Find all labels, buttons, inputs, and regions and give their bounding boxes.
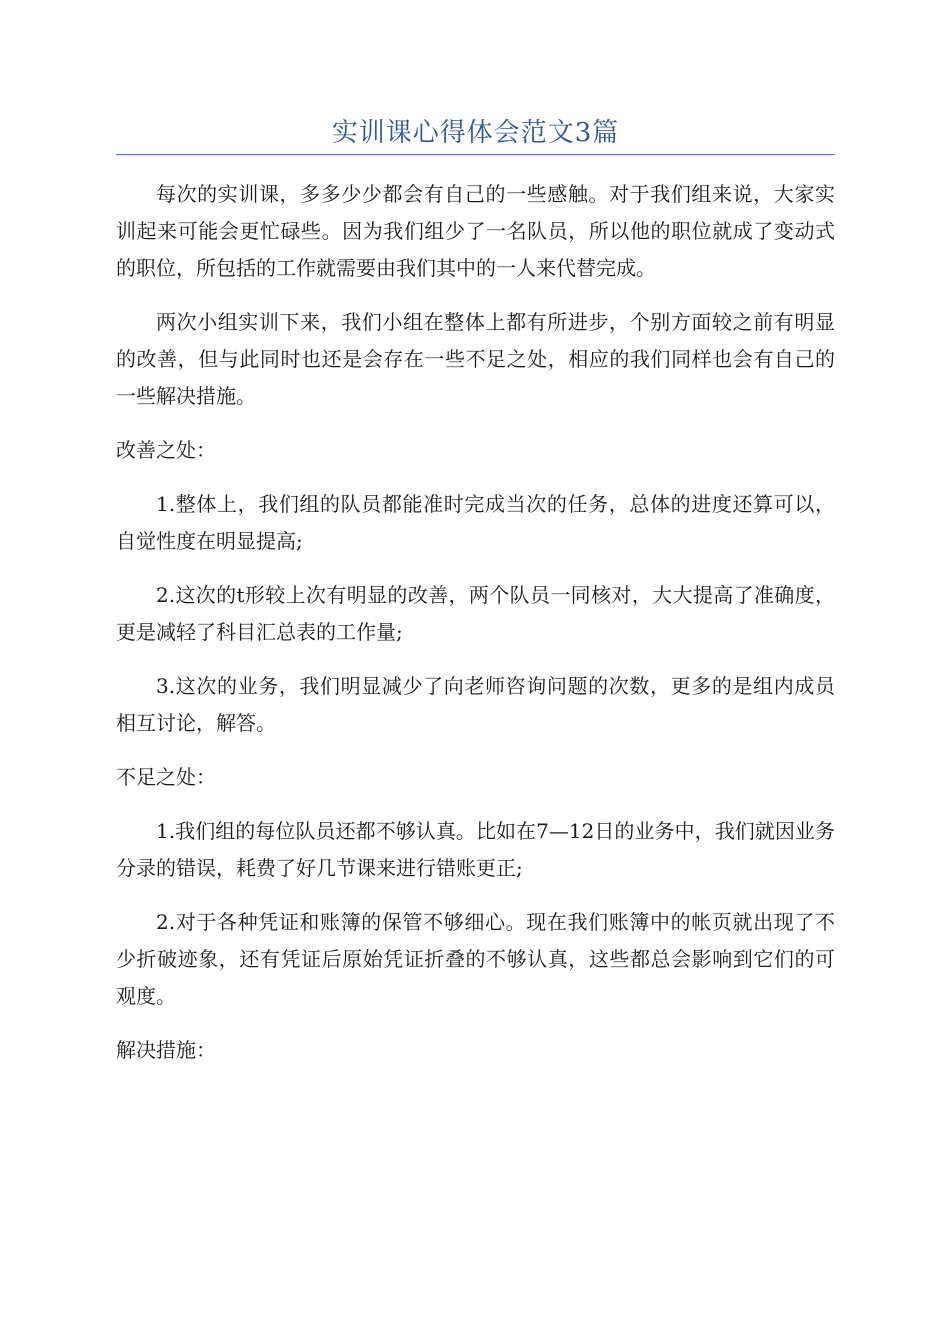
document-body <box>116 176 835 1086</box>
improvement-item-2: 2.这次的t形较上次有明显的改善，两个队员一同核对，大大提高了准确度，更是减轻了科目汇总表的工作量; <box>116 583 835 644</box>
section-heading-solutions: 解决措施： <box>116 1038 216 1062</box>
title-underline <box>116 154 835 155</box>
section-heading-improvements: 改善之处： <box>116 438 216 462</box>
improvement-item-1: 1.整体上，我们组的队员都能准时完成当次的任务，总体的进度还算可以，自觉性度在明显提高; <box>116 492 835 553</box>
paragraph-intro: 每次的实训课，多多少少都会有自己的一些感触。对于我们组来说，大家实训起来可能会更忙碌些。因为我们组少了一名队员，所以他的职位就成了变动式的职位，所包括的工作就需要由我们其中的一人来代替完成。 <box>116 182 835 280</box>
shortcoming-item-1: 1.我们组的每位队员还都不够认真。比如在7—12日的业务中，我们就因业务分录的错误，耗费了好几节课来进行错账更正; <box>116 819 835 880</box>
section-heading-shortcomings: 不足之处： <box>116 765 216 789</box>
shortcoming-item-2: 2.对于各种凭证和账簿的保管不够细心。现在我们账簿中的帐页就出现了不少折破迹象，还有凭证后原始凭证折叠的不够认真，这些都总会影响到它们的可观度。 <box>116 910 835 1008</box>
paragraph-progress: 两次小组实训下来，我们小组在整体上都有所进步，个别方面较之前有明显的改善，但与此同时也还是会存在一些不足之处，相应的我们同样也会有自己的一些解决措施。 <box>116 310 835 408</box>
improvement-item-3: 3.这次的业务，我们明显减少了向老师咨询问题的次数，更多的是组内成员相互讨论，解答。 <box>116 674 835 735</box>
document-title: 实训课心得体会范文3篇 <box>331 118 620 148</box>
